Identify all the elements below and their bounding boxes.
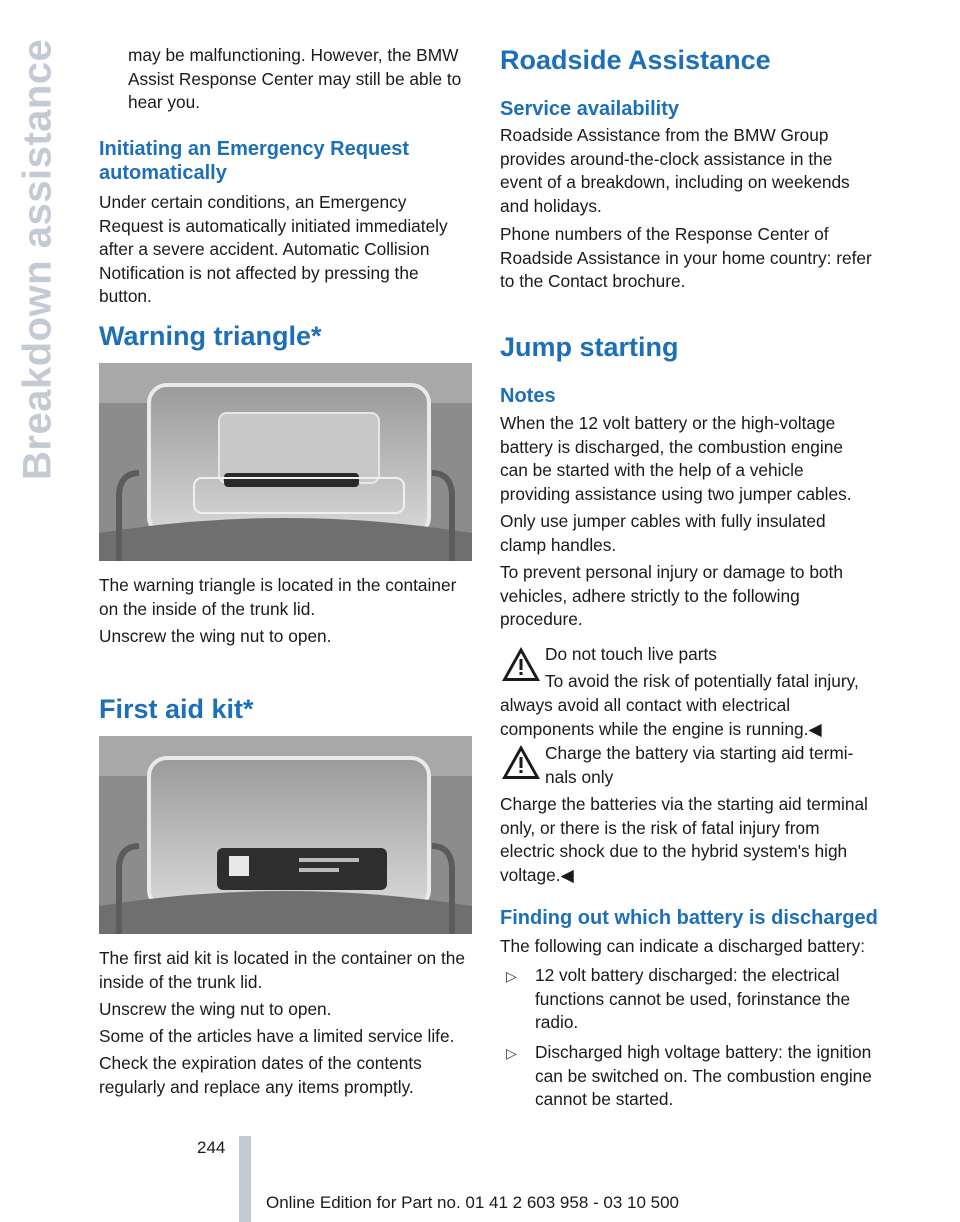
first-aid-heading: First aid kit* — [99, 694, 254, 724]
section-title: Breakdown assistance — [15, 38, 60, 480]
roadside-heading: Roadside Assistance — [500, 45, 771, 75]
warning1-title: Do not touch live parts — [545, 644, 717, 664]
warning2-title-a: Charge the battery via starting aid termi- — [545, 743, 854, 763]
first-aid-p3: Some of the articles have a limited service life. — [99, 1026, 455, 1046]
warning2-title-b: nals only — [545, 767, 614, 787]
service-heading: Service availability — [500, 98, 680, 120]
jump-starting-heading: Jump starting — [500, 332, 679, 362]
warning-triangle-heading: Warning triangle* — [99, 321, 322, 351]
emergency-paragraph: Under certain conditions, an Emergency Request is automatically initiated immediately after a severe accident. Automatic Collision Notification is not affected by pressing the button. — [99, 192, 448, 306]
warning-triangle-p2: Unscrew the wing nut to open. — [99, 626, 332, 646]
first-aid-p4: Check the expiration dates of the contents regularly and replace any items promptly. — [99, 1053, 422, 1097]
intro-paragraph: may be malfunctioning. However, the BMW Assist Response Center may still be able to hear you. — [128, 45, 462, 112]
footer-bar — [239, 1136, 251, 1222]
notes-p3: To prevent personal injury or damage to both vehicles, adhere strictly to the following procedure. — [500, 562, 843, 629]
warning2-text: Charge the batteries via the starting aid terminal only, or there is the risk of fatal injury from electric shock due to the hybrid system's high voltage.◀ — [500, 794, 868, 885]
trunk-lid-photo-first-aid — [99, 736, 472, 934]
notes-heading: Notes — [500, 385, 556, 407]
first-aid-p1: The first aid kit is located in the container on the inside of the trunk lid. — [99, 948, 465, 992]
warning-triangle-icon — [500, 645, 542, 683]
warning-triangle-icon — [500, 743, 542, 781]
bullet-item: Discharged high voltage battery: the ignition can be switched on. The combustion engine cannot be started. — [535, 1042, 872, 1109]
edition-footer: Online Edition for Part no. 01 41 2 603 958 - 03 10 500 — [266, 1193, 680, 1212]
notes-p2: Only use jumper cables with fully insulated clamp handles. — [500, 511, 826, 555]
service-p1: Roadside Assistance from the BMW Group provides around-the-clock assistance in the event of a breakdown, including on weekends and holidays. — [500, 125, 850, 216]
service-p2: Phone numbers of the Response Center of Roadside Assistance in your home country: refer to the Contact brochure. — [500, 224, 872, 291]
notes-p1: When the 12 volt battery or the high-voltage battery is discharged, the combustion engine can be started with the help of a vehicle providing assistance using two jumper cables. — [500, 413, 852, 504]
warning1-text-b: always avoid all contact with electrical components while the engine is running.◀ — [500, 695, 822, 739]
bullet-marker: ▷ — [506, 968, 517, 984]
bullet-marker: ▷ — [506, 1045, 517, 1061]
trunk-lid-photo-warning-triangle — [99, 363, 472, 561]
finding-p1: The following can indicate a discharged battery: — [500, 936, 866, 956]
first-aid-p2: Unscrew the wing nut to open. — [99, 999, 332, 1019]
page-number: 244 — [197, 1138, 226, 1157]
bullet-item: 12 volt battery discharged: the electrical functions cannot be used, forinstance the radio. — [535, 965, 851, 1032]
emergency-heading: Initiating an Emergency Request automatically — [99, 138, 410, 184]
finding-heading: Finding out which battery is discharged — [500, 907, 878, 929]
warning-triangle-p1: The warning triangle is located in the container on the inside of the trunk lid. — [99, 575, 457, 619]
warning1-text-a: To avoid the risk of potentially fatal injury, — [545, 671, 859, 691]
